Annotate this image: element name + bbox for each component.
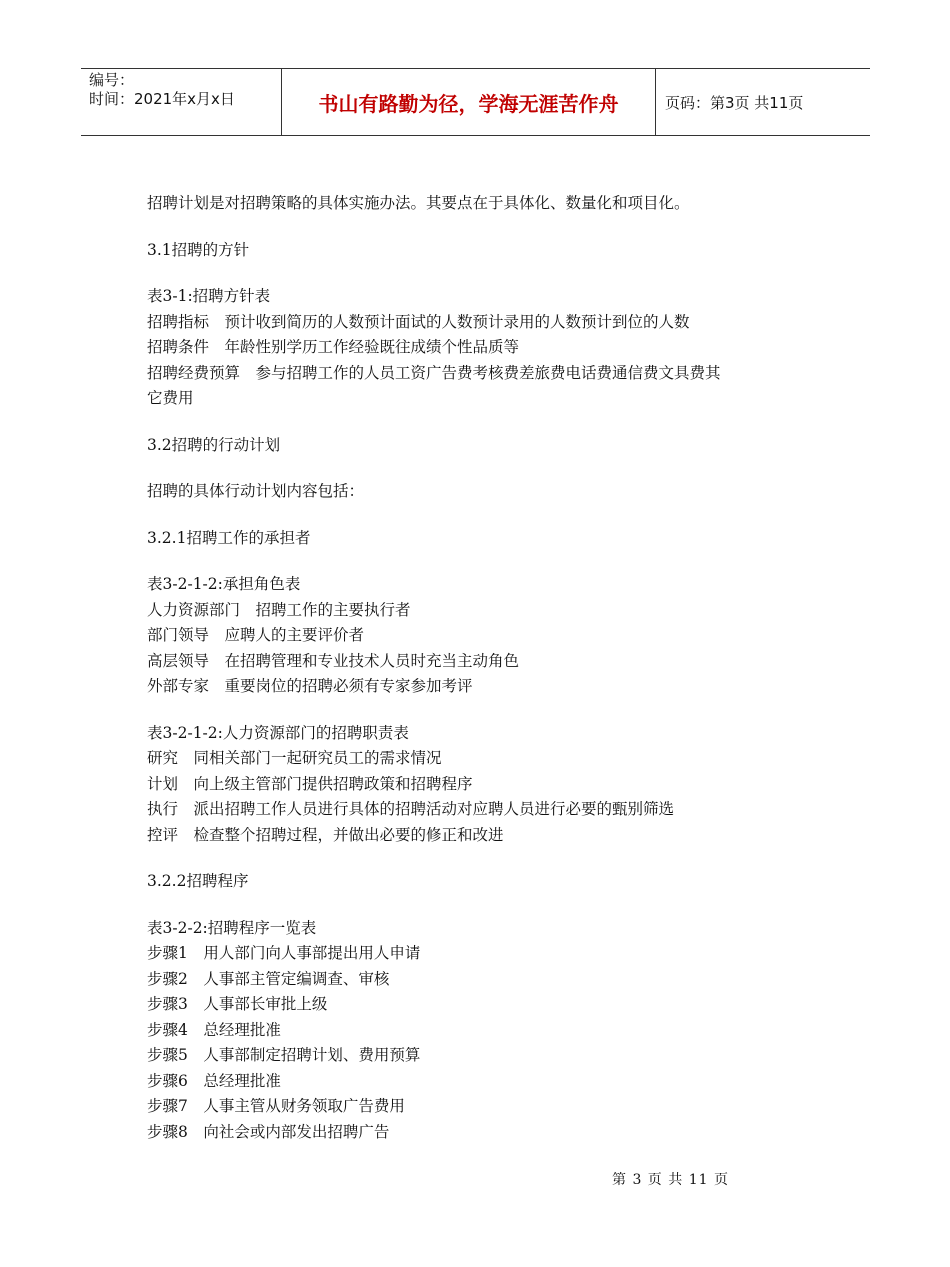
document-date: 时间：2021年x月x日 — [89, 90, 235, 108]
text-line: 招聘的具体行动计划内容包括： — [147, 482, 365, 500]
text-line: 外部专家 重要岗位的招聘必须有专家参加考评 — [147, 677, 473, 695]
text-line: 招聘计划是对招聘策略的具体实施办法。其要点在于具体化、数量化和项目化。 — [147, 194, 690, 212]
page-footer: 第 3 页 共 11 页 — [612, 1172, 729, 1188]
text-line: 表3-1:招聘方针表 — [147, 287, 271, 305]
text-line: 高层领导 在招聘管理和专业技术人员时充当主动角色 — [147, 651, 520, 670]
paragraph-gap — [147, 263, 827, 284]
text-line: 控评 检查整个招聘过程，并做出必要的修正和改进 — [147, 825, 504, 844]
header-left-cell — [81, 69, 282, 135]
paragraph-gap — [147, 848, 827, 869]
text-line: 研究 同相关部门一起研究员工的需求情况 — [147, 749, 442, 767]
text-line: 招聘经费预算 参与招聘工作的人员工资广告费考核费差旅费电话费通信费文具费其 — [147, 363, 721, 382]
text-line: 执行 派出招聘工作人员进行具体的招聘活动对应聘人员进行必要的甄别筛选 — [147, 800, 675, 818]
text-line: 3.2.1招聘工作的承担者 — [147, 528, 311, 547]
text-line: 步骤4 总经理批准 — [147, 1020, 281, 1039]
text-line: 计划 向上级主管部门提供招聘政策和招聘程序 — [147, 774, 473, 793]
document-body — [147, 191, 827, 1145]
paragraph-gap — [147, 458, 827, 479]
text-line: 表3-2-1-2:承担角色表 — [147, 575, 301, 593]
paragraph — [147, 869, 827, 895]
paragraph — [147, 433, 827, 459]
document-number-label: 编号： — [89, 71, 135, 89]
text-line: 表3-2-2:招聘程序一览表 — [147, 918, 317, 937]
document-header — [81, 68, 870, 136]
paragraph-gap — [147, 505, 827, 526]
paragraph-gap — [147, 895, 827, 916]
text-line: 招聘条件 年龄性别学历工作经验既往成绩个性品质等 — [147, 338, 520, 356]
text-line: 步骤7 人事主管从财务领取广告费用 — [147, 1097, 405, 1115]
text-line: 表3-2-1-2:人力资源部门的招聘职责表 — [147, 723, 409, 742]
text-line: 步骤5 人事部制定招聘计划、费用预算 — [147, 1046, 421, 1064]
text-line: 步骤1 用人部门向人事部提出用人申请 — [147, 944, 421, 962]
page-info-text: 页码：第3页 共11页 — [665, 93, 804, 112]
paragraph — [147, 191, 827, 217]
paragraph-gap — [147, 700, 827, 721]
text-line: 3.2招聘的行动计划 — [147, 435, 281, 454]
text-line: 人力资源部门 招聘工作的主要执行者 — [147, 600, 411, 619]
text-line: 步骤2 人事部主管定编调查、审核 — [147, 969, 390, 988]
paragraph — [147, 526, 827, 552]
paragraph — [147, 238, 827, 264]
paragraph — [147, 916, 827, 1146]
header-page-info — [656, 69, 870, 135]
paragraph-gap — [147, 217, 827, 238]
paragraph — [147, 479, 827, 505]
text-line: 3.1招聘的方针 — [147, 240, 250, 259]
paragraph-gap — [147, 412, 827, 433]
paragraph — [147, 721, 827, 849]
paragraph — [147, 572, 827, 700]
text-line: 招聘指标 预计收到简历的人数预计面试的人数预计录用的人数预计到位的人数 — [147, 312, 690, 331]
paragraph — [147, 284, 827, 412]
text-line: 步骤8 向社会或内部发出招聘广告 — [147, 1122, 390, 1141]
text-line: 步骤3 人事部长审批上级 — [147, 995, 328, 1013]
motto-text: 书山有路勤为径，学海无涯苦作舟 — [318, 91, 619, 116]
text-line: 3.2.2招聘程序 — [147, 872, 249, 890]
header-motto — [282, 69, 656, 135]
text-line: 步骤6 总经理批准 — [147, 1071, 281, 1090]
text-line: 部门领导 应聘人的主要评价者 — [147, 626, 365, 644]
text-line: 它费用 — [147, 389, 194, 407]
paragraph-gap — [147, 551, 827, 572]
